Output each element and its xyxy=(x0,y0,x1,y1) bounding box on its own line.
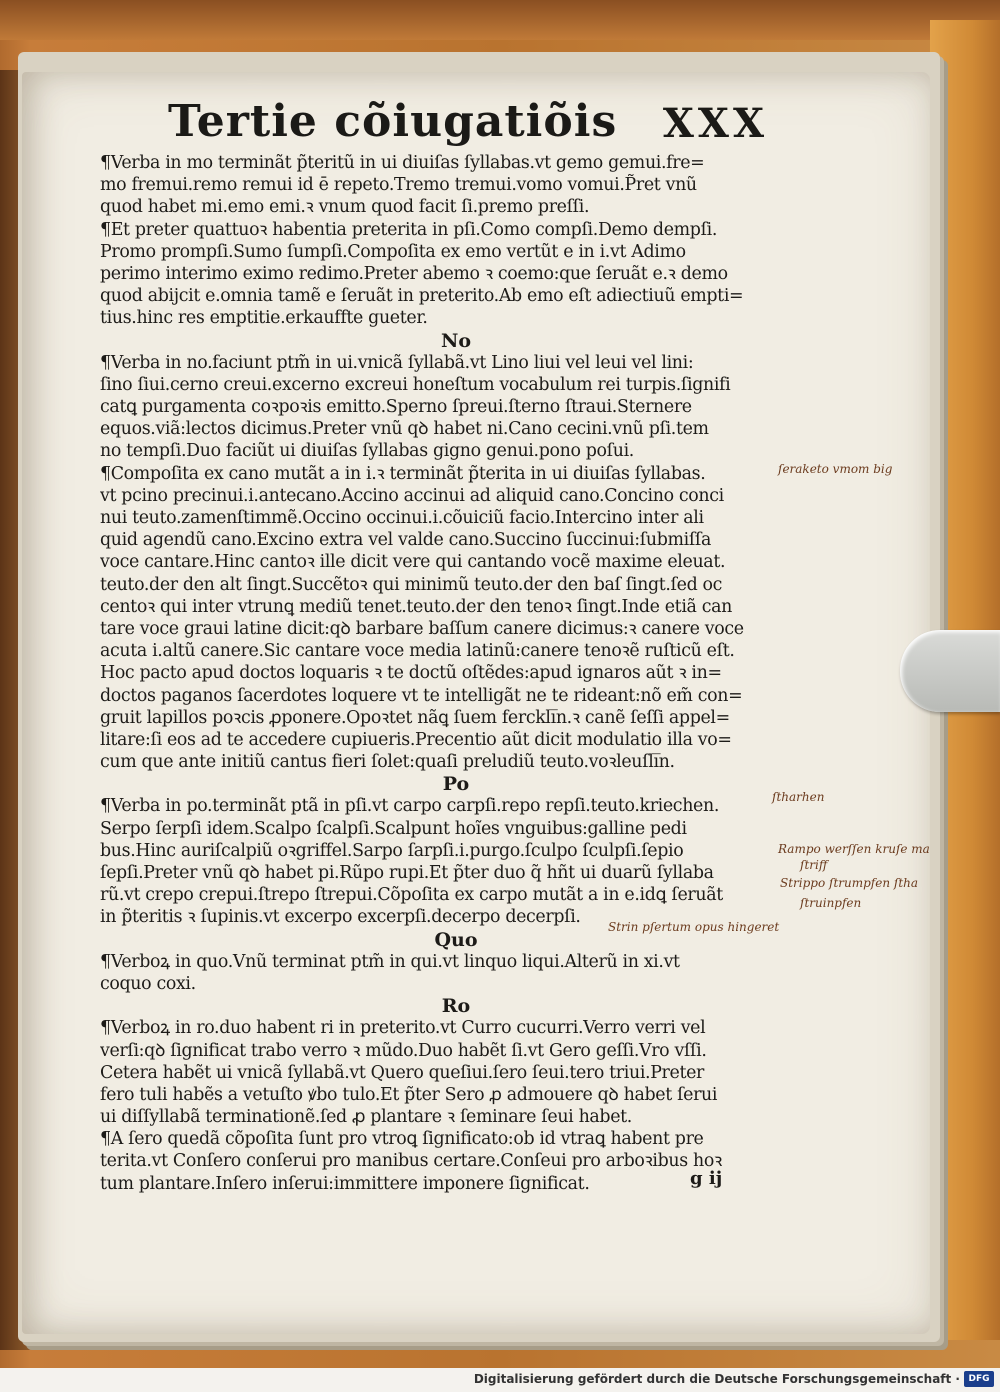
text-line: quod habet mi.emo emi.ꝛ vnum quod facit ſi.premo preſſi. xyxy=(100,197,590,218)
marginal-note: ſeraketo vmom big xyxy=(778,462,893,476)
text-line: litare:ſi eos ad te accedere cupiueris.Precentio aũt dicit modulatio illa vo= xyxy=(100,729,732,750)
text-line: Hoc pacto apud doctos loquaris ꝛ te doctũ oſtẽdes:apud ignaros aũt ꝛ in= xyxy=(100,663,722,684)
text-line: ¶Verba in po.terminãt ptã in pſi.vt carpo carpſi.repo repſi.teuto.kriechen. xyxy=(100,796,720,817)
marginal-note: Strin pſertum opus hingeret xyxy=(608,920,780,934)
footer-bar xyxy=(0,1368,1000,1392)
book-board-top xyxy=(0,0,1000,40)
text-line: Cetera habẽt ui vnicã ſyllabã.vt Quero queſiui.ſero ſeui.tero triui.Preter xyxy=(100,1062,705,1083)
text-line: bus.Hinc auriſcalpiũ oꝛgriffel.Sarpo ſarpſi.i.purgo.ſculpo ſculpſi.ſepio xyxy=(100,840,684,861)
text-line: nui teuto.zamenſtimmẽ.Occino occinui.i.cõuiciũ facio.Intercino inter ali xyxy=(100,508,704,528)
section-heading-no: No xyxy=(440,329,472,352)
marginal-note: ſtruinpfen xyxy=(800,896,862,910)
text-line: fero tuli habẽs a vetuſto ꝟbo tulo.Et p̃ter Sero ꝓ admouere qꝺ habet ſerui xyxy=(100,1084,718,1105)
text-line: ¶Verba in mo terminãt p̃teritũ in ui diuiſas ſyllabas.vt gemo gemui.fre= xyxy=(100,153,705,173)
section-heading-po: Po xyxy=(442,773,470,796)
text-line: voce cantare.Hinc cantoꝛ ille dicit vere qui cantando vocẽ maxime eleuat. xyxy=(100,552,726,573)
text-line: in p̃teritis ꝛ ſupinis.vt excerpo excerpſi.decerpo decerpſi. xyxy=(100,907,581,928)
text-line: ſepſi.Preter vnũ qꝺ habet pi.Rũpo rupi.Et p̃ter duo q̃ hñt ui duarũ ſyllaba xyxy=(100,863,714,883)
funding-credit: Digitalisierung gefördert durch die Deutsche Forschungsgemeinschaft · xyxy=(473,1372,960,1386)
text-line: catꝗ purgamenta coꝛpoꝛis emitto.Sperno ſpreui.ſterno ſtraui.Sternere xyxy=(100,397,692,418)
section-heading-quo: Quo xyxy=(434,928,478,951)
dfg-logo: DFG xyxy=(964,1371,994,1387)
text-line: acuta i.altũ canere.Sic cantare voce media latinũ:canere tenoꝛẽ ruſticũ eſt. xyxy=(100,641,735,662)
text-line: tum plantare.Inſero inſerui:immittere imponere ſignificat. xyxy=(100,1173,590,1194)
book-clamp xyxy=(900,630,1000,712)
text-line: ¶A ſero quedã cõpoſita ſunt pro vtroꝗ ſignificato:ob id vtraꝗ habent pre xyxy=(100,1129,704,1150)
text-line: ¶Verboꝝ in ro.duo habent ri in preterito.vt Curro cucurri.Verro verri vel xyxy=(100,1018,706,1039)
text-line: centoꝛ qui inter vtrunꝗ mediũ tenet.teuto.der den tenoꝛ ſingt.Inde etiã can xyxy=(100,596,732,617)
text-line: Serpo ſerpſi idem.Scalpo ſcalpſi.Scalpunt hoĩes vnguibus:galline pedi xyxy=(100,818,687,839)
running-head xyxy=(168,96,768,156)
section-heading-ro: Ro xyxy=(441,995,471,1018)
text-line: ¶Verba in no.faciunt ptm̃ in ui.vnicã ſyllabã.vt Lino liui vel leui vel lini: xyxy=(100,352,694,373)
text-line: ¶Compoſita ex cano mutãt a in i.ꝛ terminãt p̃terita in ui diuiſas ſyllabas. xyxy=(100,463,706,484)
text-line: perimo interimo eximo redimo.Preter abemo ꝛ coemo:que ſeruãt e.ꝛ demo xyxy=(100,263,728,284)
marginal-note: ſtriff xyxy=(800,858,828,872)
marginal-note: ſtharhen xyxy=(772,790,825,804)
text-line: ¶Verboꝝ in quo.Vnũ terminat ptm̃ in qui.vt linquo liqui.Alterũ in xi.vt xyxy=(100,951,680,972)
text-line: doctos paganos ſacerdotes loquere vt te intelligãt ne te rideant:nõ em̃ con= xyxy=(100,685,743,706)
marginal-note: Rampo werſſen kruſe ma xyxy=(778,842,930,856)
text-line: Promo prompſi.Sumo ſumpſi.Compoſita ex emo vertũt e in i.vt Adimo xyxy=(100,241,686,262)
text-line: quid agendũ cano.Excino extra vel valde cano.Succino ſuccinui:ſubmiſſa xyxy=(100,530,712,551)
text-line: cum que ante initiũ cantus fieri ſolet:quaſi preludiũ teuto.voꝛleuſli̅n. xyxy=(100,752,675,773)
text-line: verſi:qꝺ ſignificat trabo verro ꝛ mũdo.Duo habẽt ſi.vt Gero geſſi.Vro vſſi. xyxy=(100,1040,707,1061)
text-line: ui diſſyllabã terminationẽ.ſed ꝓ plantare ꝛ ſeminare ſeui habet. xyxy=(100,1107,632,1128)
text-line: quod abijcit e.omnia tamẽ e ſeruãt in preterito.Ab emo eſt adiectiuũ empti= xyxy=(100,286,744,307)
running-title: Tertie cõiugatiõis xyxy=(168,96,618,147)
text-line: ¶Et preter quattuoꝛ habentia preterita in pſi.Como compſi.Demo dempſi. xyxy=(100,219,718,240)
text-line: equos.viã:lectos dicimus.Preter vnũ qꝺ habet ni.Cano cecini.vnũ pſi.tem xyxy=(100,419,709,440)
text-line: gruit lapillos poꝛcis ꝓponere.Opoꝛtet nãꝗ ſuem ferckli̅n.ꝛ canẽ ſeſſi appel= xyxy=(100,707,730,728)
text-line: no tempſi.Duo faciũt ui diuiſas ſyllabas gigno genui.pono poſui. xyxy=(100,441,634,462)
text-line: tare voce graui latine dicit:qꝺ barbare baſſum canere dicimus:ꝛ canere voce xyxy=(100,618,744,639)
main-text xyxy=(100,152,772,1195)
text-line: teuto.der den alt ſingt.Succẽtoꝛ qui minimũ teuto.der den baſ ſingt.ſed oc xyxy=(100,574,723,595)
text-line: tius.hinc res emptitie.erkauffte gueter. xyxy=(100,308,428,329)
signature-mark: g ij xyxy=(690,1168,723,1189)
text-line: ſino ſiui.cerno creui.excerno excreui honeſtum vocabulum rei turpis.ſignifi xyxy=(100,374,731,395)
text-line: mo fremui.remo remui id ē repeto.Tremo tremui.vomo vomui.P̃ret vnũ xyxy=(100,175,697,196)
marginal-note: Strippo ſtrumpfen ſtha xyxy=(780,876,919,890)
text-line: terita.vt Conſero conſerui pro manibus certare.Conſeui pro arboꝛibus hoꝛ xyxy=(100,1151,722,1172)
text-line: coquo coxi. xyxy=(100,973,196,994)
folio-number: XXX xyxy=(662,100,768,147)
text-line: vt pcino precinui.i.antecano.Accino accinui ad aliquid cano.Concino conci xyxy=(100,485,724,506)
text-line: rũ.vt crepo crepui.ſtrepo ſtrepui.Cõpoſita ex carpo mutãt a in e.idꝗ ſeruãt xyxy=(100,885,723,906)
